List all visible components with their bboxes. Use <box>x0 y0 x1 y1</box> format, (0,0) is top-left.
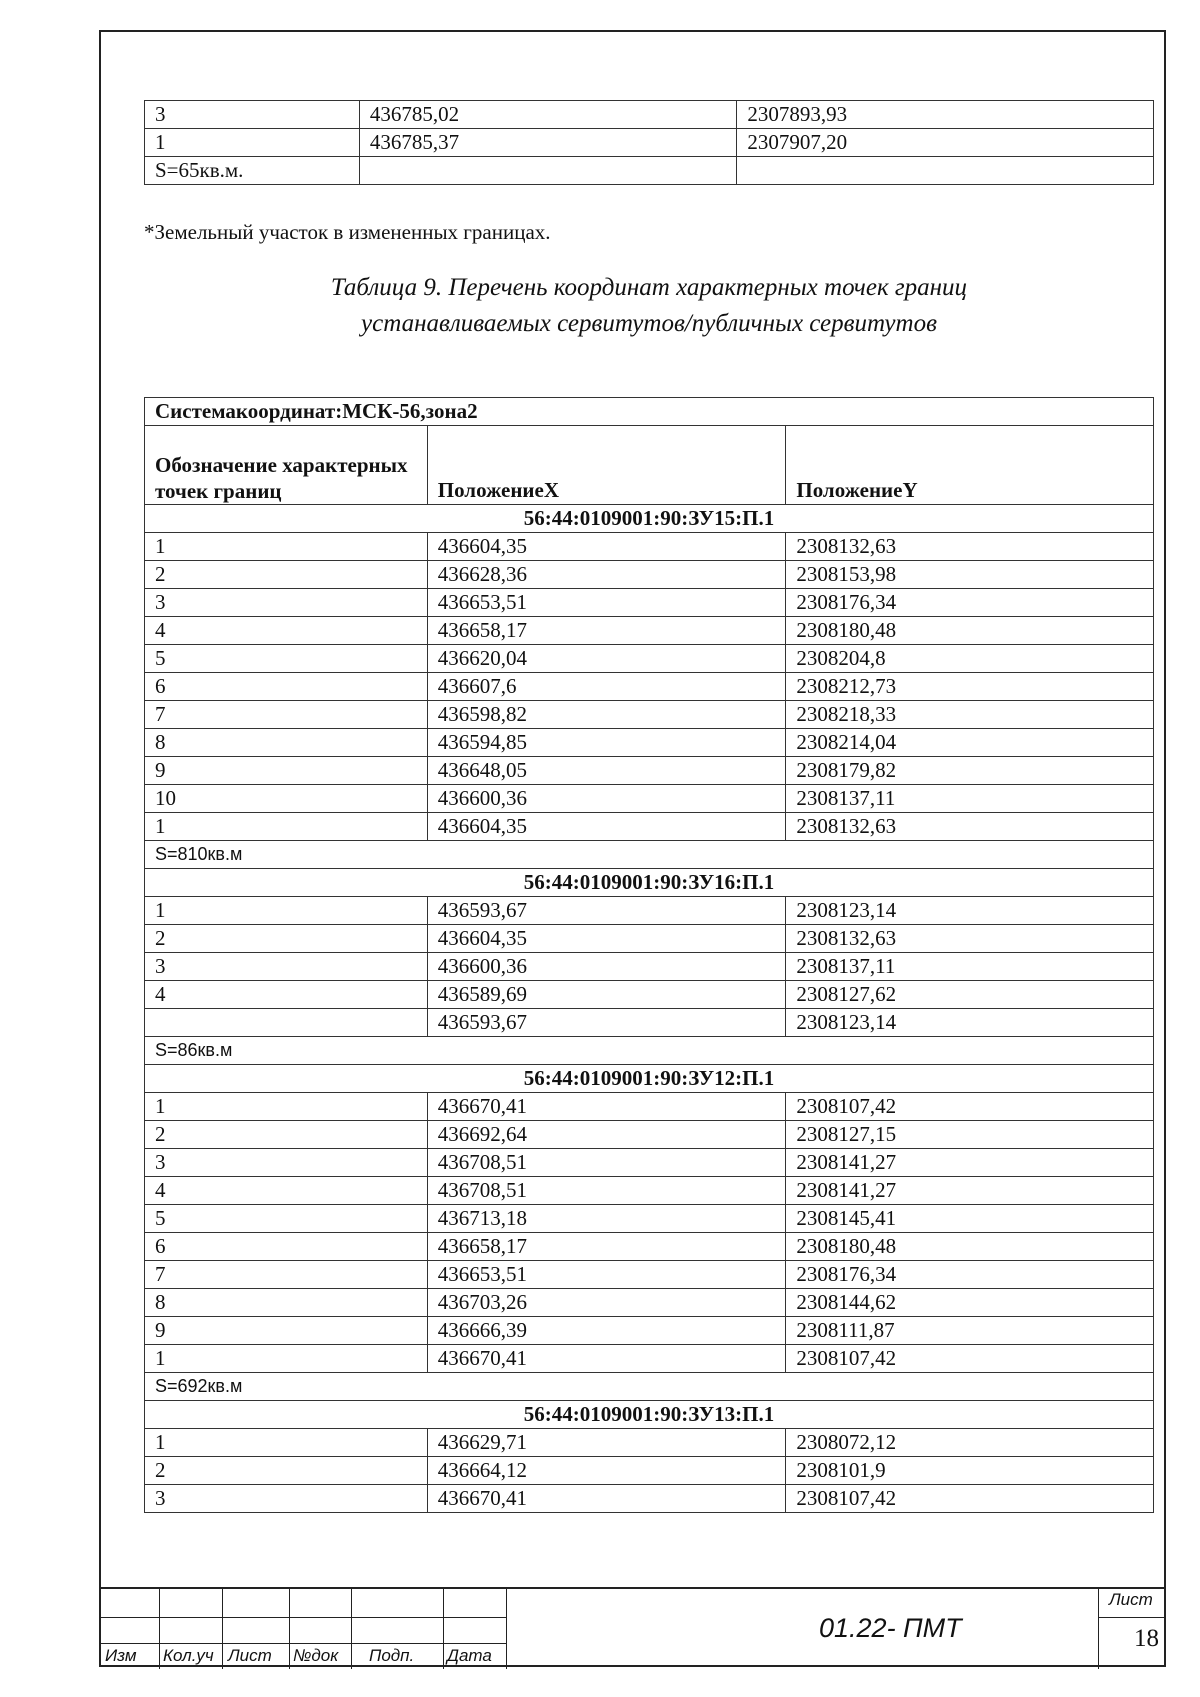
table-cell: 436598,82 <box>427 701 786 729</box>
table-cell: 436594,85 <box>427 729 786 757</box>
area-cell: S=65кв.м. <box>145 157 360 185</box>
table-cell: 436604,35 <box>427 533 786 561</box>
table-cell: 436713,18 <box>427 1205 786 1233</box>
table-cell: 436703,26 <box>427 1289 786 1317</box>
sheet-number: 18 <box>1134 1625 1159 1652</box>
table-cell: 436692,64 <box>427 1121 786 1149</box>
area-cell: S=810кв.м <box>145 841 1154 869</box>
table-cell: 2308072,12 <box>786 1429 1154 1457</box>
table-row <box>145 1205 1154 1233</box>
table-cell: 1 <box>145 1429 428 1457</box>
table-cell: 436604,35 <box>427 813 786 841</box>
table-cell: 436600,36 <box>427 953 786 981</box>
table-cell: 436670,41 <box>427 1485 786 1513</box>
table-cell: 6 <box>145 1233 428 1261</box>
table-row <box>145 1317 1154 1345</box>
table-cell <box>145 1009 428 1037</box>
table-cell: 2308180,48 <box>786 1233 1154 1261</box>
table-cell: 436785,02 <box>359 101 737 129</box>
table-cell: 1 <box>145 897 428 925</box>
table-cell: 2308123,14 <box>786 897 1154 925</box>
table-cell: 2 <box>145 1457 428 1485</box>
table-cell: 436600,36 <box>427 785 786 813</box>
stamp-label-koluch: Кол.уч <box>163 1646 214 1665</box>
system-row <box>145 398 1154 426</box>
table-cell: 2308111,87 <box>786 1317 1154 1345</box>
table-cell: 3 <box>145 1485 428 1513</box>
table-cell: 4 <box>145 981 428 1009</box>
table-cell: 8 <box>145 729 428 757</box>
table-cell: 436670,41 <box>427 1093 786 1121</box>
table-cell <box>737 157 1154 185</box>
table-cell: 5 <box>145 1205 428 1233</box>
footnote: *Земельный участок в измененных границах. <box>144 220 551 244</box>
table-row <box>145 1233 1154 1261</box>
table-cell: 1 <box>145 813 428 841</box>
table-cell: 436708,51 <box>427 1149 786 1177</box>
table-cell: 2308145,41 <box>786 1205 1154 1233</box>
area-row <box>145 841 1154 869</box>
table-cell: 2308212,73 <box>786 673 1154 701</box>
table-row <box>145 1457 1154 1485</box>
table-row <box>145 1345 1154 1373</box>
table-cell: 436670,41 <box>427 1345 786 1373</box>
table-row <box>145 645 1154 673</box>
sheet-label: Лист <box>1109 1590 1153 1609</box>
table-cell: 2308107,42 <box>786 1093 1154 1121</box>
table-cell: 2308180,48 <box>786 617 1154 645</box>
section-title-row <box>145 505 1154 533</box>
table-row <box>145 561 1154 589</box>
table-cell: 436604,35 <box>427 925 786 953</box>
table-cell: 2308176,34 <box>786 589 1154 617</box>
table-cell: 2308204,8 <box>786 645 1154 673</box>
table-cell: 8 <box>145 1289 428 1317</box>
table-cell: 436629,71 <box>427 1429 786 1457</box>
table-cell: 2308141,27 <box>786 1177 1154 1205</box>
table-cell: 2308107,42 <box>786 1345 1154 1373</box>
table-cell: 2308137,11 <box>786 953 1154 981</box>
table-caption-line1: Таблица 9. Перечень координат характерных точек границ <box>330 274 968 301</box>
table-row <box>145 813 1154 841</box>
section-title: 56:44:0109001:90:ЗУ16:П.1 <box>145 869 1154 897</box>
table-row <box>145 1429 1154 1457</box>
table-cell: 436628,36 <box>427 561 786 589</box>
stamp-label-data: Дата <box>447 1646 492 1665</box>
table-cell: 4 <box>145 1177 428 1205</box>
area-cell: S=692кв.м <box>145 1373 1154 1401</box>
table-cell: 10 <box>145 785 428 813</box>
table-row <box>145 757 1154 785</box>
section-title-row <box>145 1065 1154 1093</box>
table-cell: 1 <box>145 1345 428 1373</box>
table-cell: 2308132,63 <box>786 813 1154 841</box>
table-row <box>145 129 1154 157</box>
table-cell: 1 <box>145 1093 428 1121</box>
table-cell: 436589,69 <box>427 981 786 1009</box>
area-row <box>145 1037 1154 1065</box>
table-cell: 2308218,33 <box>786 701 1154 729</box>
table-cell: 2308179,82 <box>786 757 1154 785</box>
table-cell: 1 <box>145 129 360 157</box>
table-row <box>145 1289 1154 1317</box>
table-row <box>145 1149 1154 1177</box>
table-cell: 3 <box>145 953 428 981</box>
table-row <box>145 1177 1154 1205</box>
table-cell: 2308137,11 <box>786 785 1154 813</box>
table-cell: 9 <box>145 757 428 785</box>
table-row <box>145 533 1154 561</box>
area-cell: S=86кв.м <box>145 1037 1154 1065</box>
section-title: 56:44:0109001:90:ЗУ12:П.1 <box>145 1065 1154 1093</box>
table-cell: 9 <box>145 1317 428 1345</box>
title-block <box>99 1587 1166 1669</box>
table-cell: 2 <box>145 561 428 589</box>
table-row <box>145 925 1154 953</box>
table-cell: 436664,12 <box>427 1457 786 1485</box>
header-x: ПоложениеX <box>427 426 786 505</box>
section-title: 56:44:0109001:90:ЗУ15:П.1 <box>145 505 1154 533</box>
table-row <box>145 1485 1154 1513</box>
table-cell: 436666,39 <box>427 1317 786 1345</box>
table-cell: 2308123,14 <box>786 1009 1154 1037</box>
table-row <box>145 1009 1154 1037</box>
table-cell: 2308176,34 <box>786 1261 1154 1289</box>
stamp-label-list: Лист <box>228 1646 272 1665</box>
table-row <box>145 701 1154 729</box>
table-cell: 2307893,93 <box>737 101 1154 129</box>
table-cell: 7 <box>145 1261 428 1289</box>
table-cell: 3 <box>145 101 360 129</box>
stamp-label-podp: Подп. <box>369 1646 415 1665</box>
coordinates-table <box>144 397 1154 1513</box>
table-cell: 2308107,42 <box>786 1485 1154 1513</box>
stamp-label-izm: Изм <box>105 1646 137 1665</box>
table-cell: 2308132,63 <box>786 533 1154 561</box>
header-y: ПоложениеY <box>786 426 1154 505</box>
table-cell: 436653,51 <box>427 589 786 617</box>
table-cell: 2 <box>145 925 428 953</box>
table-cell: 436653,51 <box>427 1261 786 1289</box>
table-row <box>145 953 1154 981</box>
table-cell: 1 <box>145 533 428 561</box>
table-cell: 7 <box>145 701 428 729</box>
table-row <box>145 785 1154 813</box>
table-row <box>145 673 1154 701</box>
section-title-row <box>145 869 1154 897</box>
table-cell: 436593,67 <box>427 897 786 925</box>
table-cell: 2308127,15 <box>786 1121 1154 1149</box>
section-title: 56:44:0109001:90:ЗУ13:П.1 <box>145 1401 1154 1429</box>
table-row <box>145 1121 1154 1149</box>
table-caption-line2: устанавливаемых сервитутов/публичных сервитутов <box>361 310 937 337</box>
top-coordinates-table <box>144 100 1154 185</box>
area-row <box>145 1373 1154 1401</box>
table-row <box>145 897 1154 925</box>
area-row <box>145 157 1154 185</box>
table-cell: 436785,37 <box>359 129 737 157</box>
stamp-label-ndok: №док <box>293 1646 339 1665</box>
table-row <box>145 1261 1154 1289</box>
table-cell: 436708,51 <box>427 1177 786 1205</box>
table-cell: 2308144,62 <box>786 1289 1154 1317</box>
table-row <box>145 1093 1154 1121</box>
table-cell: 5 <box>145 645 428 673</box>
table-row <box>145 981 1154 1009</box>
table-cell: 2308141,27 <box>786 1149 1154 1177</box>
table-cell: 2308101,9 <box>786 1457 1154 1485</box>
header-point: Обозначение характерных точек границ <box>145 426 428 505</box>
table-cell: 3 <box>145 589 428 617</box>
table-cell: 436658,17 <box>427 1233 786 1261</box>
table-cell: 3 <box>145 1149 428 1177</box>
table-row <box>145 617 1154 645</box>
table-cell: 2308153,98 <box>786 561 1154 589</box>
table-cell: 2308132,63 <box>786 925 1154 953</box>
table-row <box>145 729 1154 757</box>
table-cell: 2308127,62 <box>786 981 1154 1009</box>
table-row <box>145 589 1154 617</box>
table-cell: 436658,17 <box>427 617 786 645</box>
table-cell: 436607,6 <box>427 673 786 701</box>
table-cell <box>359 157 737 185</box>
table-cell: 436648,05 <box>427 757 786 785</box>
header-row <box>145 426 1154 505</box>
table-cell: 2 <box>145 1121 428 1149</box>
table-cell: 6 <box>145 673 428 701</box>
table-cell: 436620,04 <box>427 645 786 673</box>
section-title-row <box>145 1401 1154 1429</box>
table-cell: 2308214,04 <box>786 729 1154 757</box>
document-code: 01.22- ПМТ <box>819 1613 962 1643</box>
table-row <box>145 101 1154 129</box>
coordinate-system: Системакоординат:МСК-56,зона2 <box>145 398 1154 426</box>
table-cell: 2307907,20 <box>737 129 1154 157</box>
table-cell: 4 <box>145 617 428 645</box>
table-cell: 436593,67 <box>427 1009 786 1037</box>
